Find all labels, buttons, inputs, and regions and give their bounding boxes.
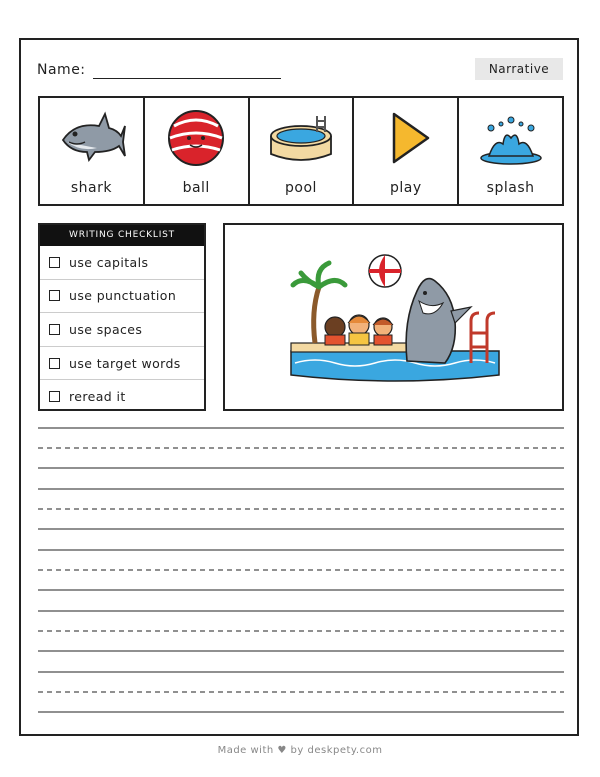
word-card-pool — [250, 98, 355, 204]
checklist-item[interactable] — [40, 347, 204, 381]
checkbox[interactable] — [49, 358, 60, 369]
word-card-shark — [40, 98, 145, 204]
word-card-splash — [459, 98, 562, 204]
play-icon — [370, 108, 442, 168]
checklist-item[interactable] — [40, 280, 204, 314]
checklist-item-label: use target words — [69, 355, 181, 371]
checkbox[interactable] — [49, 324, 60, 335]
name-writing-line[interactable] — [93, 78, 281, 79]
checkbox[interactable] — [49, 391, 60, 402]
footer-credit: Made with ♥ by deskpety.com — [217, 745, 383, 756]
word-card-ball — [145, 98, 250, 204]
checklist-title: WRITING CHECKLIST — [40, 225, 204, 246]
word-label-ball: ball — [182, 180, 210, 196]
story-picture — [223, 223, 564, 411]
ball-icon — [160, 108, 232, 168]
word-label-play: play — [389, 180, 422, 196]
word-label-splash: splash — [486, 180, 535, 196]
checklist-item-label: use spaces — [69, 321, 143, 337]
pool-icon — [265, 108, 337, 168]
checkbox[interactable] — [49, 290, 60, 301]
checklist-item-label: reread it — [69, 389, 126, 405]
target-words-bank — [38, 96, 564, 206]
word-label-shark: shark — [70, 180, 112, 196]
checklist-item-label: use capitals — [69, 254, 149, 270]
word-label-pool: pool — [285, 180, 317, 196]
checklist-item[interactable] — [40, 380, 204, 413]
worksheet-page — [19, 38, 579, 736]
genre-badge: Narrative — [475, 58, 563, 80]
writing-checklist — [38, 223, 206, 411]
checklist-item[interactable] — [40, 246, 204, 280]
word-card-play — [354, 98, 459, 204]
checkbox[interactable] — [49, 257, 60, 268]
writing-lines[interactable] — [38, 426, 564, 726]
checklist-item-label: use punctuation — [69, 288, 177, 304]
name-label: Name: — [37, 62, 86, 78]
checklist-item[interactable] — [40, 313, 204, 347]
shark-icon — [55, 108, 127, 168]
pool-party-illustration — [285, 251, 505, 391]
splash-icon — [475, 108, 547, 168]
